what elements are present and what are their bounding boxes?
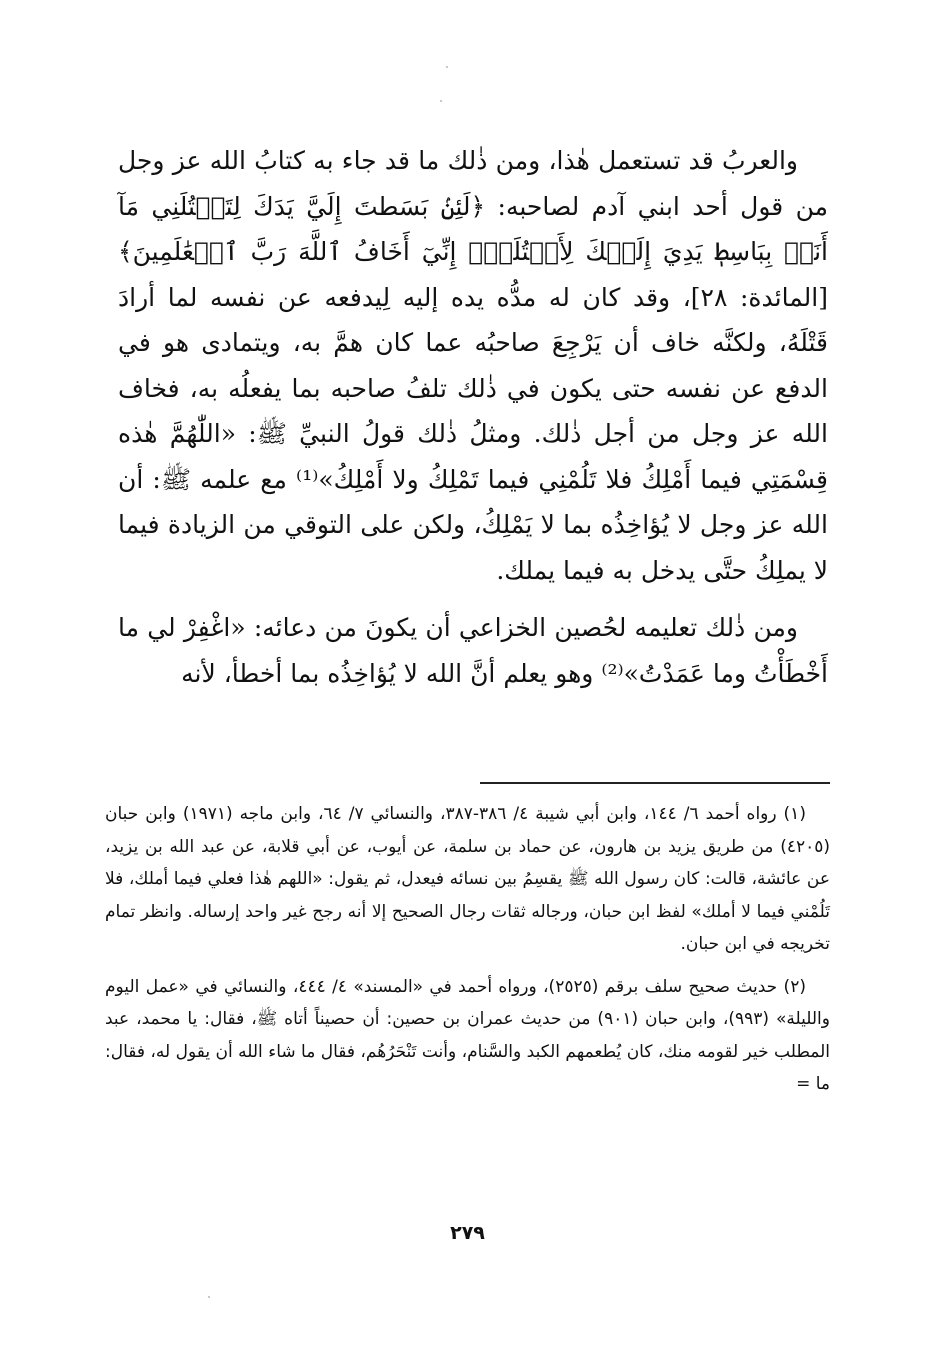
scan-speck xyxy=(440,100,442,102)
scan-speck xyxy=(446,66,448,68)
main-text-body xyxy=(118,138,828,696)
main-paragraph: ومن ذٰلك تعليمه لحُصين الخزاعي أن يكونَ من دعائه: «اغْفِرْ لي ما أَخْطَأْتُ وما عَمَدْتُ»⁽²⁾ وهو يعلم أنَّ الله لا يُؤاخِذُه بما أخطأ، لأنه xyxy=(118,613,828,688)
footnotes xyxy=(105,798,830,1101)
page-number: ٢٧٩ xyxy=(450,1222,485,1244)
footnote: (٢) حديث صحيح سلف برقم (٢٥٢٥)، ورواه أحمد في «المسند» ٤/ ٤٤٤، والنسائي في «عمل اليوم والليلة» (٩٩٣)، وابن حبان (٩٠١) من حديث عمران بن حصين: أن حصيناً أتاه ﷺ، فقال: يا محمد، عبد المطلب خير لقومه منك، كان يُطعمهم الكبد والسَّنام، وأنت تَنْحَرُهُم، فقال ما شاء الله أن يقول له، فقال: ما = xyxy=(105,976,830,1094)
footnote: (١) رواه أحمد ٦/ ١٤٤، وابن أبي شيبة ٤/ ٣٨٦-٣٨٧، والنسائي ٧/ ٦٤، وابن ماجه (١٩٧١) وابن حبان (٤٢٠٥) من طريق يزيد بن هارون، عن حماد بن سلمة، عن أيوب، عن أبي قلابة، عن عبد الله بن يزيد، عن عائشة، قالت: كان رسول الله ﷺ يقسِمُ بين نسائه فيعدل، ثم يقول: «اللهم هٰذا فعلي فيما أملك، فلا تَلُمْني فيما لا أملك» لفظ ابن حبان، ورجاله ثقات رجال الصحيح إلا أنه رجح غير واحد إرساله. وانظر تمام تخريجه في ابن حبان. xyxy=(105,804,830,954)
scan-speck xyxy=(208,1296,210,1298)
footnote-separator xyxy=(480,782,830,784)
main-paragraph: والعربُ قد تستعمل هٰذا، ومن ذٰلك ما قد جاء به كتابُ الله عز وجل من قول أحد ابني آدم لصاحبه: ﴿لَئِنۢ بَسَطتَ إِلَيَّ يَدَكَ لِتَقۡتُلَنِي مَآ أَنَا۠ بِبَاسِطٖ يَدِيَ إِلَيۡكَ لِأَقۡتُلَكَۖ إِنِّيٓ أَخَافُ ٱللَّهَ رَبَّ ٱلۡعَٰلَمِينَ﴾ [المائدة: ٢٨]، وقد كان له مدُّه يده إليه لِيدفعه عن نفسه لما أرادَ قَتْلَهُ، ولكنَّه خاف أن يَرْجِعَ صاحبُه عما كان همَّ به، ويتمادى هو في الدفع عن نفسه حتى يكون في ذٰلك تلفُ صاحبه بما يفعلُه به، فخاف الله عز وجل من أجل ذٰلك. ومثلُ ذٰلك قولُ النبيِّ ﷺ: «اللّٰهُمَّ هٰذه قِسْمَتِي فيما أَمْلِكُ فلا تَلُمْنِي فيما تَمْلِكُ ولا أَمْلِكُ»⁽¹⁾ مع علمه ﷺ: أن الله عز وجل لا يُؤاخِذُه بما لا يَمْلِكُ، ولكن على التوقي من الزيادة فيما لا يملِكُ حتَّى يدخل به فيما يملك. xyxy=(118,146,828,585)
